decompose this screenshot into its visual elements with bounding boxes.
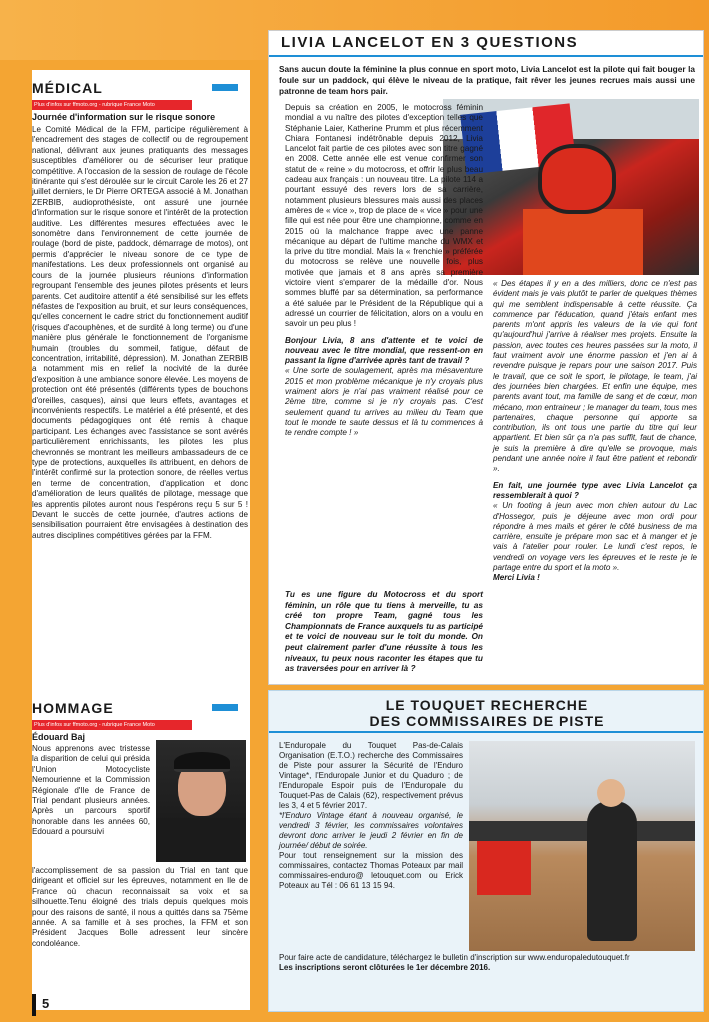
touquet-text — [279, 741, 463, 891]
interview-column-1 — [285, 103, 483, 439]
touquet-body-1: L'Enduropale du Touquet Pas-de-Calais Organisation (E.T.O.) recherche des Commissaires de Piste pour assurer la Sécurité de l'Enduro Vintage*, l'Enduropale Junior et du Quaduro ; de l'Enduropale Espoir puis de l'Enduropale du Touquet-Pas de Calais (62), respectivement prévus les 3, 4 et 5 février 2017. — [279, 741, 463, 810]
hommage-subhead: Édouard Baj — [32, 732, 86, 742]
red-flag — [477, 841, 531, 895]
interview-title: LIVIA LANCELOT EN 3 QUESTIONS — [281, 34, 579, 51]
hommage-accent-bar — [212, 704, 238, 711]
medical-tagline: Plus d'infos sur ffmoto.org - rubrique France Moto — [32, 100, 192, 110]
interview-intro: Sans aucun doute la féminine la plus connue en sport moto, Livia Lancelot est la pilote qui fait bouger la foule sur un paddock, qui élève le niveau de la pratique, fait rêver les jeunes recrues mais aussi une patronne de team hors pair. — [279, 64, 695, 96]
medical-accent-bar — [212, 84, 238, 91]
marshal-head — [597, 779, 625, 807]
medical-body: Le Comité Médical de la FFM, participe régulièrement à l'encadrement des stages de collectif ou de regroupement national, délivrant aux jeunes pratiquants des messages susceptibles d'améliorer ou de sécuriser leur pratique compétitive. A l'occasion de la session de roulage de l'école itinérante qui s'est déroulée sur le circuit Carole les 26 et 27 juillet derniers, le Dr Pierre ORTEGA associé à M. Jonathan ZERBIB, audioprothésiste, ont assuré une journée d'information sur le risque sonore et l'intérêt de la protection auditive. Les différentes mesures effectuées avec le sonomètre dans l'environnement de cette journée de roulage (bord de piste, paddock, démarrage de motos), ont permis d'apprécier le niveau sonore de ce type de manifestations. Les deux professionnels ont organisé au cours de la journée plusieurs réunions d'information regroupant l'ensemble des jeunes pilotes présents et leurs parents. Cet auditoire attentif a été sensibilisé sur les effets néfastes de l'exposition au bruit, et sur leurs conséquences, qu'elles concernent le cadre strict du fonctionnement auditif (risques d'acouphènes, et de surdité à long terme) ou d'une manière plus générale le fonctionnement de l'organisme humain (troubles du sommeil, fatigue, défaut de concentration, irritabilité, dépression). M. Jonathan ZERBIB a notamment mis en relief la nocivité de la durée d'exposition à une ambiance sonore élevée. Les moyens de protection ont été présentés (différents types de bouchons d'oreilles, casques), ainsi que leurs effets, avantages et inconvénients respectifs. Le matériel a été présenté, et des documents pédagogiques ont été remis à chaque participant. Les échanges avec l'assistance se sont avérés particulièrement enrichissants, les pilotes les plus chevronnés se montrant les meilleurs ambassadeurs de ce type de protections, auxquelles ils attribuent, en dehors de l'intérêt confirmé sur la protection sonore, de réelles vertus en terme de concentration, d'application et donc d'amélioration de leurs qualités de pilotage, message que les apprentis pilotes auront nous l'espérons reçu 5 sur 5 ! Devant le succès de cette journée, d'autres actions de sensibilisation pourraient être envisagées à destination des autres disciplines compétitives gérées par la FFM. — [32, 125, 248, 540]
hommage-title: HOMMAGE — [32, 700, 114, 716]
touquet-foot-1: Pour faire acte de candidature, téléchargez le bulletin d'inscription sur www.enduropaledutouquet.fr — [279, 953, 630, 962]
answer-2: « Des étapes il y en a des milliers, donc ce n'est pas évident mais je vais plutôt te parler de quelques thèmes qui me semblent indispensable à cette réussite. Ça commence par l'éducation, quand j'étais enfant mes parents m'ont appris les valeurs de la vie qui font qu'aujourd'hui j'arrive à réaliser mes projets. Ensuite la passion, avec toutes ces heures passées sur la moto, il faut vraiment avoir une énorme passion et j'en ai à revendre puisque je repars pour une saison 2017. Puis le travail, que ce soit le sport, le pilotage, le team, j'ai des journées bien chargées. Et enfin une équipe, mes parents avant tout, ma famille de sang et de cœur, mon mécano, mon entraineur ; le manager du team, tous mes partenaires, chaque personne qui apporte sa contribution, ils ont tous une partie du titre qui leur appartient. Et bien sûr ça n'a pas suffit, faut de chance, je suis la première à dire qu'elle se provoque, mais pendant une année noire il faut être patient et rebondir ». — [493, 279, 697, 474]
touquet-title-2: DES COMMISSAIRES DE PISTE — [369, 713, 605, 729]
touquet-title-bar — [269, 731, 703, 733]
hommage-body-1: Nous apprenons avec tristesse la disparition de celui qui présida l'Union Motocycliste Nemourienne et la Commission Régionale d'Ile de France de Trial pendant plusieurs années. Après un parcours sportif honorable dans les années 60, Edouard a poursuivi — [32, 744, 150, 837]
interview-column-2 — [493, 279, 697, 584]
marshal-photo — [469, 741, 695, 951]
touquet-box — [268, 690, 704, 1012]
marshal-figure — [587, 801, 637, 941]
touquet-foot-2: Les inscriptions seront clôturées le 1er décembre 2016. — [279, 963, 491, 972]
rider-helmet — [538, 144, 616, 214]
touquet-title-1: LE TOUQUET RECHERCHE — [385, 697, 589, 713]
interview-box — [268, 30, 704, 685]
left-column — [32, 70, 250, 1010]
hommage-tagline: Plus d'infos sur ffmoto.org - rubrique France Moto — [32, 720, 192, 730]
page-number: 5 — [42, 996, 50, 1011]
portrait-cap — [174, 752, 230, 772]
medical-title: MÉDICAL — [32, 80, 103, 96]
question-3: En fait, une journée type avec Livia Lancelot ça ressemblerait à quoi ? — [493, 480, 697, 500]
hommage-body-2: l'accomplissement de sa passion du Trial en tant que dirigeant et officiel sur les épreuves, notamment en Ile de France où chacun reconnaissait sa voix et sa silhouette.Tenu éloigné des trials depuis quelques mois pour des raisons de santé, il nous a quittés dans sa 75ème année. A sa famille et à ses proches, la FFM et son Président Jacques Bolle adressent leur sincère condoléance. — [32, 866, 248, 948]
rider-jersey — [523, 209, 643, 275]
portrait-photo — [156, 740, 246, 862]
touquet-body-2: *l'Enduro Vintage étant à nouveau organisé, le vendredi 3 février, les commissaires volontaires devront donc arriver le jeudi 2 février en fin de journée/ début de soirée. — [279, 811, 463, 850]
question-2: Tu es une figure du Motocross et du sport féminin, un rôle que tu tiens à merveille, tu as créé ton propre Team, gagné tous les Championnats de France auxquels tu as participé et te voici de nouveau sur le toit du monde. On peut clairement parler d'une réussite à tous les niveaux, tu peux nous raconter les étapes que tu as traversées pour en arriver là ? — [285, 589, 483, 674]
answer-1: « Une sorte de soulagement, après ma mésaventure 2015 et mon problème mécanique je n'y croyais plus vraiment alors je n'ai pas vraiment réalisé pour ce 2ème titre, comme si je n'y croyais pas. C'est seulement quand tu arrives au milieu du Team que tout le monde te saute dessus et là tu commences à te rendre compte ! » — [285, 366, 483, 438]
interview-intro-text: Depuis sa création en 2005, le motocross féminin mondial a vu naître des pilotes d'exception telles que Stéphanie Laier, Katherine Prumm et plus récemment Chiara Fontanesi indétrônable depuis 2012, Livia Lancelot fait partie de ces pilotes avec son titre gagné en 2008. Cette année elle est venue confirmer son statut de « reine » du motocross, et offrir le plus beau cadeau aux français : un nouveau titre. La pilote 114 a pourtant essuyé des revers lors de sa carrière, notamment plusieurs blessures mais aussi des places amères de « vice », trop de place de « vice » pour une fille qui est née pour être une championne, comme en 2015 où la malchance frappe avec une panne mécanique au départ de l'ultime manche du WMX et la prive du titre mondial. Mais la « frenchie » préférée du motocross se relève une nouvelle fois, plus motivée que jamais et 8 ans après sa première victoire vient s'emparer de la médaille d'or. Nous sommes bluffé par sa détermination, sa performance a été saluée par le Président de la République qui a adressé un courrier de félicitation, alors on a voulu en savoir un peu plus ! — [285, 103, 483, 329]
question-1: Bonjour Livia, 8 ans d'attente et te voici de nouveau avec le titre mondial, que ressent-on en passant la ligne d'arrivée après tant de travail ? — [285, 335, 483, 366]
portrait-shirt — [156, 818, 246, 862]
thanks-line: Merci Livia ! — [493, 573, 540, 583]
touquet-footer — [279, 953, 699, 973]
interview-title-bar — [269, 55, 703, 57]
photo-banner — [469, 821, 695, 841]
answer-3: « Un footing à jeun avec mon chien autour du Lac d'Hossegor, puis je déjeune avec mon ordi pour répondre à mes mails et gérer le côté business de ma carrière, ensuite je prépare mon sac et à manger et je vais à l'atelier pour rouler. Le lundi c'est repos, le vendredi on voyage vers les épreuves et le reste je le partage entre du sport et la moto ». — [493, 501, 697, 573]
page-number-bar — [32, 994, 36, 1016]
touquet-body-3: Pour tout renseignement sur la mission des commissaires, contactez Thomas Poteaux par mail commissaires-enduro@ letouquet.com ou Erick Poteaux au Tél : 06 61 13 15 94. — [279, 851, 463, 890]
medical-subhead: Journée d'information sur le risque sonore — [32, 112, 216, 122]
